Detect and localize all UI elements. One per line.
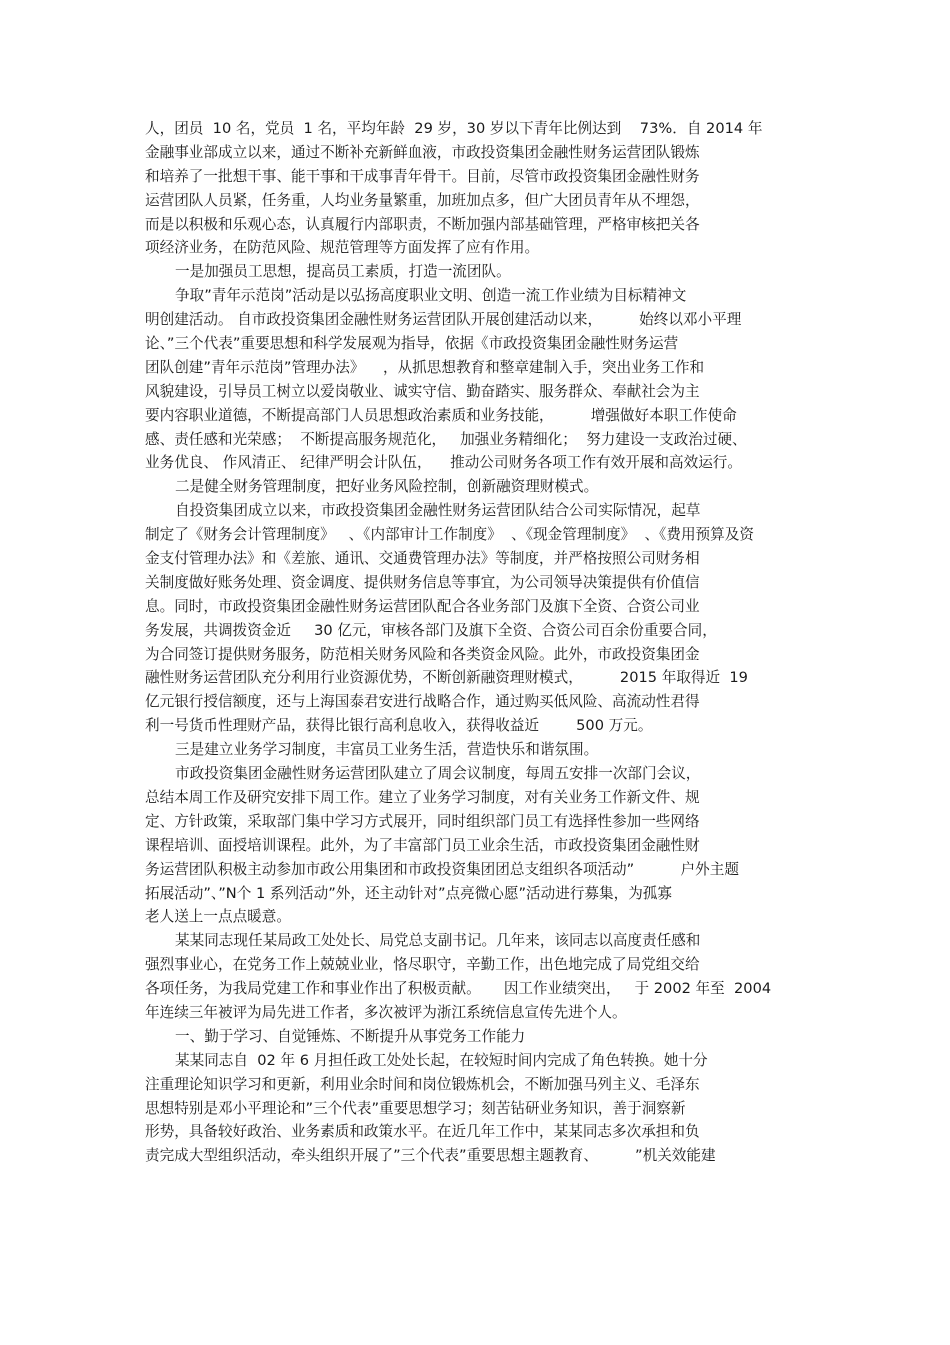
text-line: 自投资集团成立以来，市政投资集团金融性财务运营团队结合公司实际情况，起草: [175, 502, 701, 520]
text-line: 要内容职业道德，不断提高部门人员思想政治素质和业务技能， 增强做好本职工作使命: [145, 406, 737, 424]
text-line: 亿元银行授信额度，还与上海国泰君安进行战略合作，通过购买低风险、高流动性君得: [145, 693, 700, 711]
text-line: 制定了《财务会计管理制度》 、《内部审计工作制度》 、《现金管理制度》 、《费用预算及资: [145, 526, 754, 544]
text-line: 务运营团队积极主动参加市政公用集团和市政投资集团团总支组织各项活动” 户外主题: [145, 860, 739, 878]
text-line: 某某同志自 02 年 6 月担任政工处处长起，在较短时间内完成了角色转换。她十分: [175, 1051, 708, 1069]
text-line: 争取”青年示范岗”活动是以弘扬高度职业文明、创造一流工作业绩为目标精神文: [175, 287, 687, 305]
text-line: 论、”三个代表”重要思想和科学发展观为指导，依据《市政投资集团金融性财务运营: [145, 335, 679, 353]
text-line: 和培养了一批想干事、能干事和干成事青年骨干。目前，尽管市政投资集团金融性财务: [145, 167, 700, 185]
text-line: 一是加强员工思想，提高员工素质，打造一流团队。: [175, 263, 511, 281]
text-line: 关制度做好账务处理、资金调度、提供财务信息等事宜，为公司领导决策提供有价值信: [145, 573, 700, 591]
text-line: 人，团员 10 名，党员 1 名，平均年龄 29 岁，30 岁以下青年比例达到 73%．自 2014 年: [145, 120, 763, 137]
text-line: 二是健全财务管理制度，把好业务风险控制，创新融资理财模式。: [175, 478, 599, 496]
text-line: 拓展活动”、”N个 1 系列活动”外，还主动针对”点亮微心愿”活动进行募集，为孤寡: [145, 884, 672, 902]
text-line: 风貌建设，引导员工树立以爱岗敬业、诚实守信、勤奋踏实、服务群众、奉献社会为主: [145, 382, 700, 400]
text-line: 团队创建”青年示范岗”管理办法》 ，从抓思想教育和整章建制入手，突出业务工作和: [145, 358, 705, 376]
text-line: 业务优良、 作风清正、 纪律严明会计队伍， 推动公司财务各项工作有效开展和高效运行。: [145, 454, 742, 472]
text-line: 为合同签订提供财务服务，防范相关财务风险和各类资金风险。此外，市政投资集团金: [145, 645, 700, 663]
text-line: 某某同志现任某局政工处处长、局党总支副书记。几年来，该同志以高度责任感和: [175, 932, 701, 950]
text-line: 课程培训、面授培训课程。此外，为了丰富部门员工业余生活，市政投资集团金融性财: [145, 836, 700, 854]
text-line: 总结本周工作及研究安排下周工作。建立了业务学习制度，对有关业务工作新文件、规: [145, 788, 700, 806]
text-line: 责完成大型组织活动，牵头组织开展了”三个代表”重要思想主题教育、 ”机关效能建: [145, 1147, 716, 1165]
text-line: 三是建立业务学习制度，丰富员工业务生活，营造快乐和谐氛围。: [175, 741, 599, 759]
text-line: 形势，具备较好政治、业务素质和政策水平。在近几年工作中，某某同志多次承担和负: [145, 1123, 700, 1141]
text-line: 定、方针政策，采取部门集中学习方式展开，同时组织部门员工有选择性参加一些网络: [145, 812, 700, 830]
body-text: [145, 117, 810, 1168]
text-line: 一、勤于学习、自觉锤炼、不断提升从事党务工作能力: [175, 1027, 526, 1045]
text-line: 明创建活动。 自市政投资集团金融性财务运营团队开展创建活动以来， 始终以邓小平理: [145, 311, 742, 329]
text-line: 金融事业部成立以来，通过不断补充新鲜血液，市政投资集团金融性财务运营团队锻炼: [145, 143, 700, 161]
text-line: 老人送上一点点暖意。: [145, 908, 291, 926]
text-line: 金支付管理办法》和《差旅、通讯、交通费管理办法》等制度，并严格按照公司财务相: [145, 550, 700, 568]
text-line: 而是以积极和乐观心态，认真履行内部职责，不断加强内部基础管理，严格审核把关各: [145, 215, 700, 233]
text-line: 思想特别是邓小平理论和”三个代表”重要思想学习；刻苦钻研业务知识，善于洞察新: [145, 1099, 686, 1117]
text-line: 融性财务运营团队充分利用行业资源优势，不断创新融资理财模式， 2015 年取得近 19: [145, 669, 748, 687]
text-line: 市政投资集团金融性财务运营团队建立了周会议制度，每周五安排一次部门会议，: [175, 765, 701, 783]
text-line: 利一号货币性理财产品，获得比银行高利息收入，获得收益近 500 万元。: [145, 717, 653, 735]
text-line: 项经济业务，在防范风险、规范管理等方面发挥了应有作用。: [145, 239, 540, 257]
text-line: 强烈事业心，在党务工作上兢兢业业，恪尽职守，辛勤工作，出色地完成了局党组交给: [145, 956, 700, 974]
text-line: 注重理论知识学习和更新，利用业余时间和岗位锻炼机会，不断加强马列主义、毛泽东: [145, 1075, 700, 1093]
text-line: 年连续三年被评为局先进工作者，多次被评为浙江系统信息宣传先进个人。: [145, 1003, 627, 1021]
text-line: 息。同时，市政投资集团金融性财务运营团队配合各业务部门及旗下全资、合资公司业: [145, 597, 700, 615]
text-line: 各项任务，为我局党建工作和事业作出了积极贡献。 因工作业绩突出， 于 2002 年至 2004: [145, 980, 772, 998]
text-line: 务发展，共调拨资金近 30 亿元，审核各部门及旗下全资、合资公司百余份重要合同，: [145, 621, 717, 639]
text-line: 运营团队人员紧，任务重，人均业务量繁重，加班加点多，但广大团员青年从不埋怨，: [145, 191, 700, 209]
text-line: 感、责任感和光荣感； 不断提高服务规范化， 加强业务精细化； 努力建设一支政治过硬、: [145, 430, 747, 448]
